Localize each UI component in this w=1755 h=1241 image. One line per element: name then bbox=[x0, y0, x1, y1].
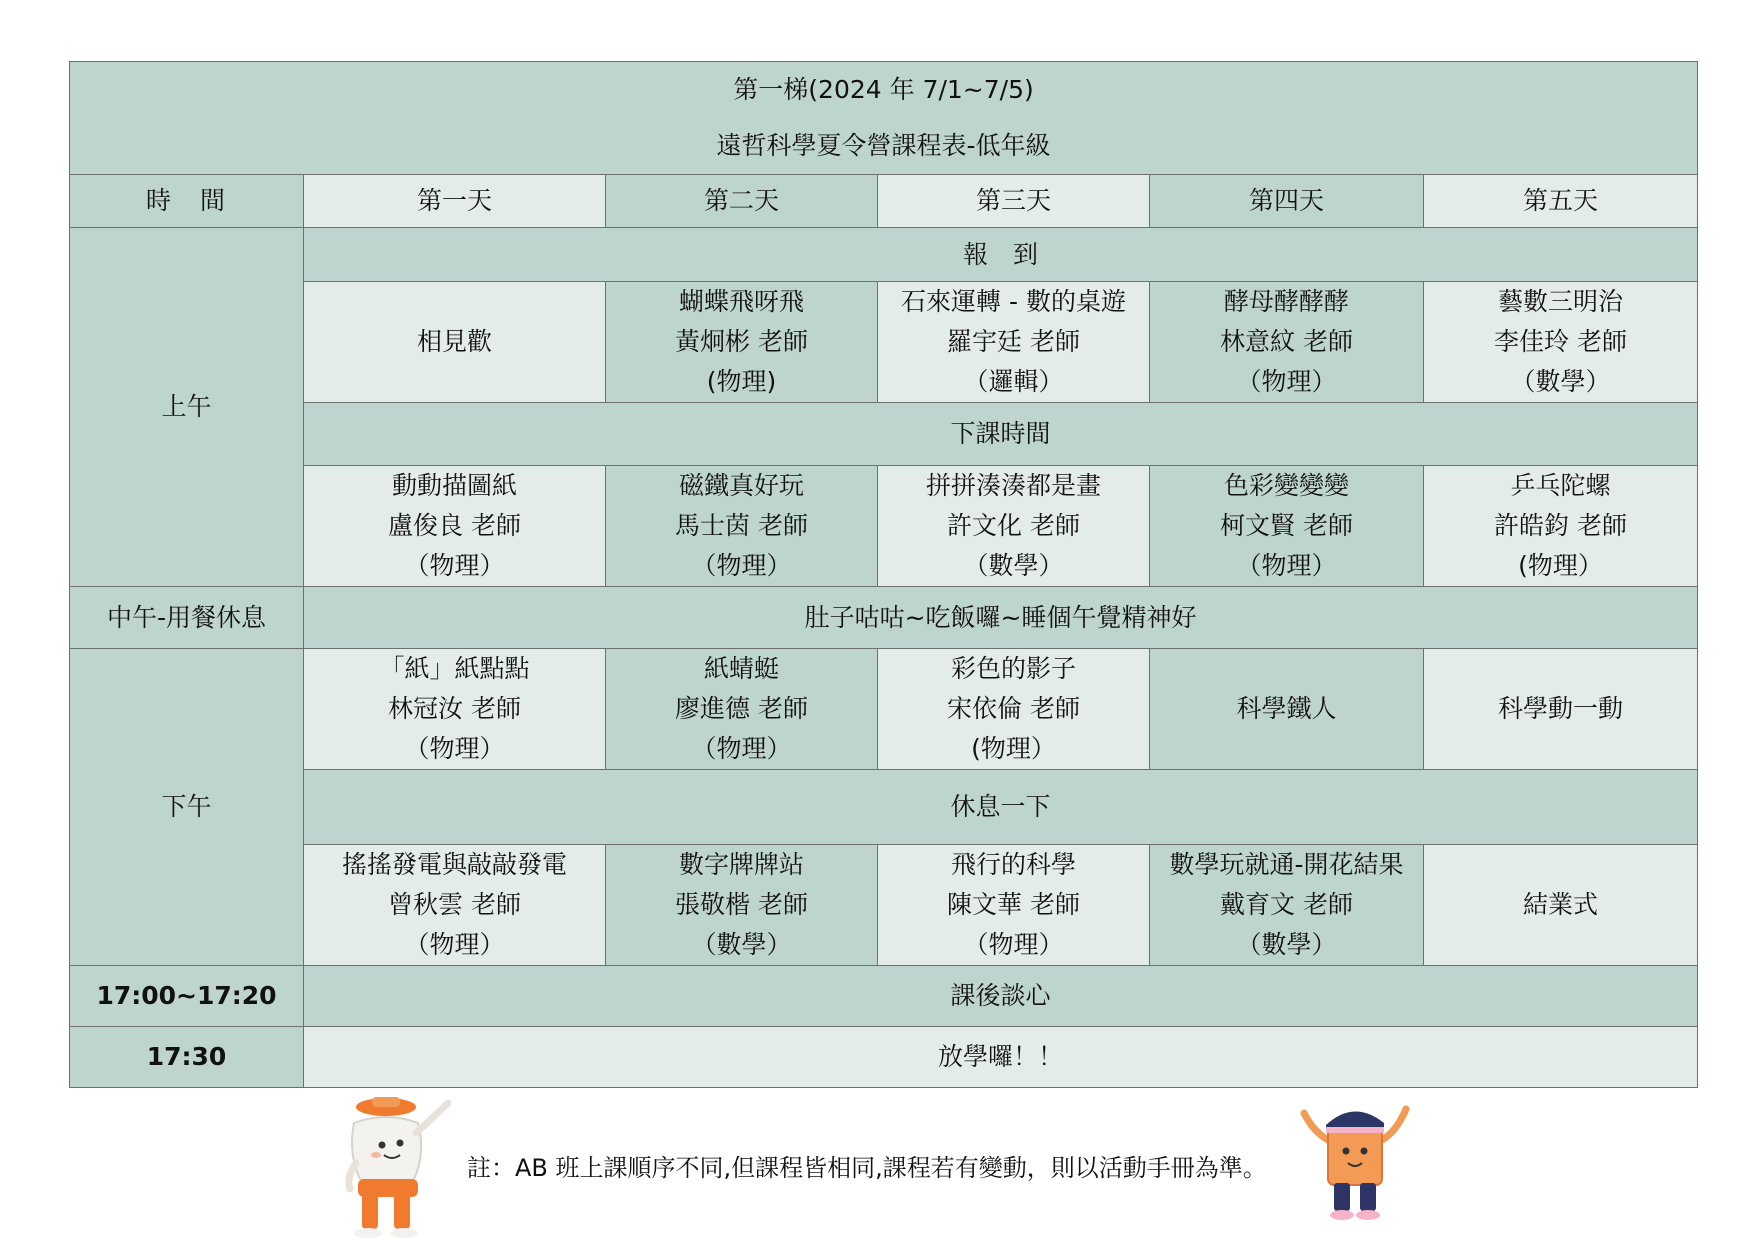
title-line-2: 遠哲科學夏令營課程表-低年級 bbox=[716, 131, 1051, 160]
course-title: 酵母酵酵酵 bbox=[1223, 287, 1349, 316]
footnote: 註：AB 班上課順序不同,但課程皆相同,課程若有變動，則以活動手冊為準。 bbox=[467, 1154, 1267, 1182]
teacher-name: 廖進德 老師 bbox=[675, 694, 808, 723]
course-title: 乒乓陀螺 bbox=[1510, 471, 1611, 500]
morning-label: 上午 bbox=[70, 228, 304, 587]
subject-tag: (物理） bbox=[971, 734, 1056, 763]
teacher-name: 馬士茵 老師 bbox=[675, 511, 808, 540]
course-title: 色彩變變變 bbox=[1223, 471, 1349, 500]
noon-label: 中午-用餐休息 bbox=[70, 587, 304, 649]
course-title: 搖搖發電與敲敲發電 bbox=[341, 850, 567, 879]
course-title: 數學玩就通-開花結果 bbox=[1169, 850, 1404, 879]
afternoon-session-1 bbox=[70, 649, 1698, 770]
subject-tag: （邏輯） bbox=[963, 367, 1064, 396]
course-cell bbox=[304, 466, 606, 587]
course-title: 科學動一動 bbox=[1498, 694, 1624, 723]
subject-tag: （數學） bbox=[1510, 367, 1611, 396]
course-title: 科學鐵人 bbox=[1236, 694, 1337, 723]
course-title: 「紙」紙點點 bbox=[379, 654, 530, 683]
subject-tag: （物理） bbox=[691, 551, 792, 580]
day-header-5: 第五天 bbox=[1424, 175, 1698, 228]
course-cell bbox=[1424, 466, 1698, 587]
course-cell bbox=[878, 845, 1150, 966]
dismissal-row: 放學囉！！ bbox=[304, 1027, 1698, 1088]
course-cell bbox=[304, 282, 606, 403]
schedule-title bbox=[70, 62, 1698, 175]
course-title: 數字牌牌站 bbox=[678, 850, 804, 879]
teacher-name: 許文化 老師 bbox=[947, 511, 1080, 540]
teacher-name: 許皓鈞 老師 bbox=[1494, 511, 1627, 540]
day-header-2: 第二天 bbox=[606, 175, 878, 228]
course-title: 拼拼湊湊都是畫 bbox=[925, 471, 1101, 500]
checkin-row: 報 到 bbox=[304, 228, 1698, 282]
course-title: 磁鐵真好玩 bbox=[678, 471, 804, 500]
course-cell bbox=[1424, 845, 1698, 966]
subject-tag: （物理） bbox=[1236, 367, 1337, 396]
teacher-name: 陳文華 老師 bbox=[947, 890, 1080, 919]
course-title: 蝴蝶飛呀飛 bbox=[678, 287, 804, 316]
course-title: 石來運轉 - 數的桌遊 bbox=[901, 287, 1126, 316]
course-title: 結業式 bbox=[1523, 890, 1599, 919]
teacher-name: 盧俊良 老師 bbox=[388, 511, 521, 540]
day-header-4: 第四天 bbox=[1150, 175, 1424, 228]
teacher-name: 李佳玲 老師 bbox=[1494, 327, 1627, 356]
after-class-row: 課後談心 bbox=[304, 966, 1698, 1027]
subject-tag: (物理) bbox=[706, 367, 777, 396]
title-line-1: 第一梯(2024 年 7/1~7/5) bbox=[733, 75, 1034, 104]
header-row bbox=[70, 175, 1698, 228]
course-title: 藝數三明治 bbox=[1498, 287, 1624, 316]
course-title: 相見歡 bbox=[416, 327, 492, 356]
after-class-time: 17:00~17:20 bbox=[70, 966, 304, 1027]
course-cell bbox=[606, 845, 878, 966]
course-title: 飛行的科學 bbox=[950, 850, 1076, 879]
course-cell bbox=[304, 845, 606, 966]
teacher-name: 黃炯彬 老師 bbox=[675, 327, 808, 356]
teacher-name: 林冠汝 老師 bbox=[388, 694, 521, 723]
course-title: 彩色的影子 bbox=[950, 654, 1076, 683]
course-cell bbox=[1150, 845, 1424, 966]
subject-tag: （物理） bbox=[963, 930, 1064, 959]
day-header-3: 第三天 bbox=[878, 175, 1150, 228]
subject-tag: (物理） bbox=[1518, 551, 1603, 580]
subject-tag: （數學） bbox=[1236, 930, 1337, 959]
teacher-name: 戴育文 老師 bbox=[1220, 890, 1353, 919]
teacher-name: 林意紋 老師 bbox=[1220, 327, 1353, 356]
afternoon-break-row: 休息一下 bbox=[304, 770, 1698, 845]
morning-break-row: 下課時間 bbox=[304, 403, 1698, 466]
course-cell bbox=[606, 649, 878, 770]
subject-tag: （物理） bbox=[404, 734, 505, 763]
afternoon-label: 下午 bbox=[70, 649, 304, 966]
teacher-name: 張敬楷 老師 bbox=[675, 890, 808, 919]
dismissal-time: 17:30 bbox=[70, 1027, 304, 1088]
course-title: 紙蜻蜓 bbox=[703, 654, 779, 683]
subject-tag: （物理） bbox=[404, 551, 505, 580]
subject-tag: （物理） bbox=[691, 734, 792, 763]
course-cell bbox=[1424, 649, 1698, 770]
course-cell bbox=[1150, 466, 1424, 587]
course-cell bbox=[878, 649, 1150, 770]
morning-session-1 bbox=[70, 282, 1698, 403]
course-cell bbox=[878, 282, 1150, 403]
subject-tag: （物理） bbox=[1236, 551, 1337, 580]
course-cell bbox=[878, 466, 1150, 587]
schedule-table bbox=[69, 61, 1698, 1088]
subject-tag: （數學） bbox=[963, 551, 1064, 580]
time-header: 時 間 bbox=[70, 175, 304, 228]
course-cell bbox=[606, 466, 878, 587]
course-cell bbox=[1150, 282, 1424, 403]
teacher-name: 羅宇廷 老師 bbox=[947, 327, 1080, 356]
teacher-name: 曾秋雲 老師 bbox=[388, 890, 521, 919]
day-header-1: 第一天 bbox=[304, 175, 606, 228]
afternoon-session-2 bbox=[70, 845, 1698, 966]
box-mascot-icon bbox=[1290, 1093, 1420, 1223]
course-cell bbox=[1150, 649, 1424, 770]
course-cell bbox=[1424, 282, 1698, 403]
jar-mascot-icon bbox=[340, 1093, 460, 1239]
subject-tag: （數學） bbox=[691, 930, 792, 959]
subject-tag: （物理） bbox=[404, 930, 505, 959]
course-title: 動動描圖紙 bbox=[391, 471, 517, 500]
morning-session-2 bbox=[70, 466, 1698, 587]
noon-row: 肚子咕咕~吃飯囉~睡個午覺精神好 bbox=[304, 587, 1698, 649]
teacher-name: 柯文賢 老師 bbox=[1220, 511, 1353, 540]
course-cell bbox=[304, 649, 606, 770]
course-cell bbox=[606, 282, 878, 403]
teacher-name: 宋依倫 老師 bbox=[947, 694, 1080, 723]
